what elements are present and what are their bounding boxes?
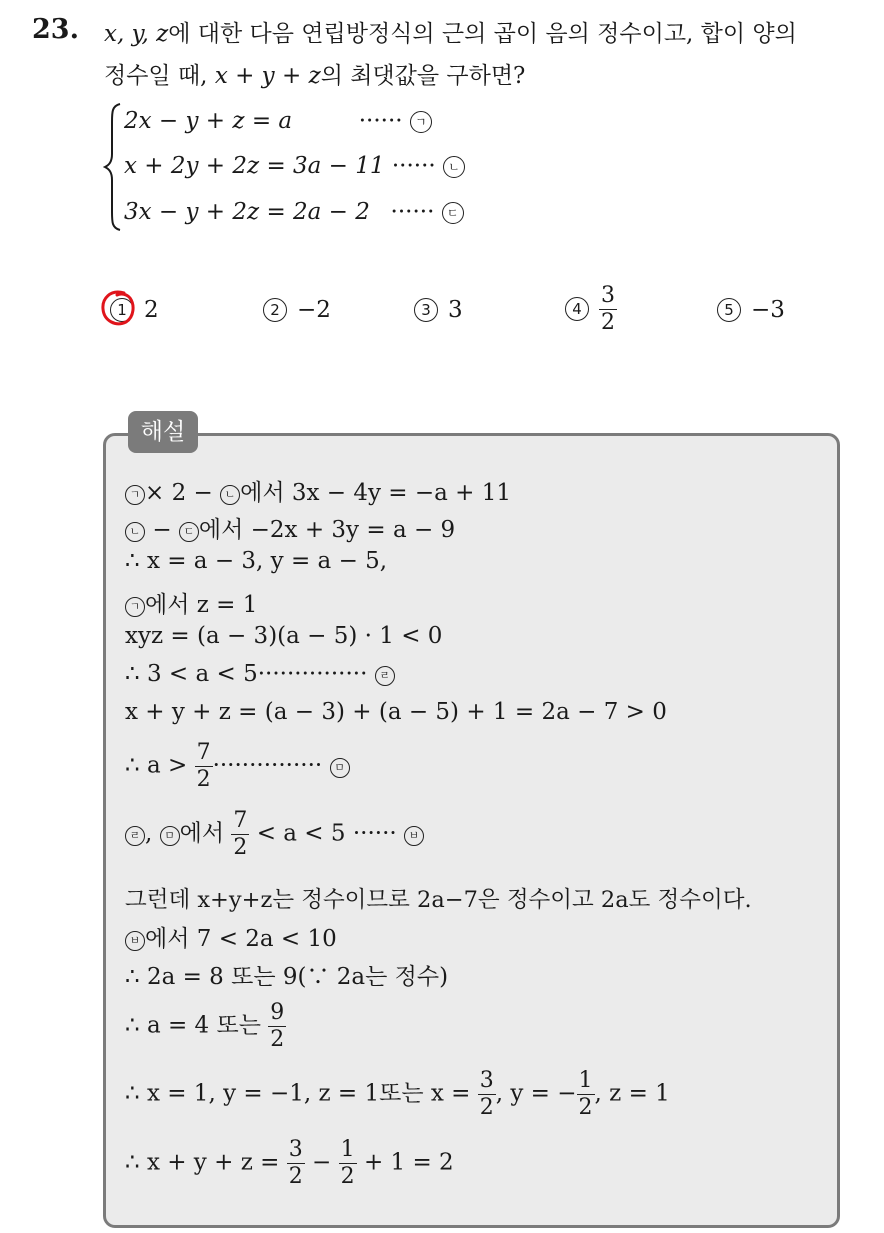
choice-3[interactable] <box>414 297 463 323</box>
equation-row-3 <box>124 199 464 225</box>
choice-2[interactable] <box>263 297 331 323</box>
solution-line-2: ㄴ − ㄷ 에서 −2x + 3y = a − 9 <box>125 511 455 544</box>
choice-4[interactable] <box>565 283 617 336</box>
solution-line-6: ∴ 3 < a < 5··············· ㄹ <box>125 661 395 687</box>
circled-digeut-icon: ㄷ <box>442 202 464 224</box>
solution-line-1: ㄱ × 2 − ㄴ 에서 3x − 4y = −a + 11 <box>125 474 511 507</box>
solution-line-13: ∴ a = 4 또는 $\frac{9}{2}$ <box>125 1000 285 1052</box>
equation-2: x + 2y + 2z = 3a − 11 <box>124 153 385 179</box>
solution-line-15: ∴ x + y + z = $\frac{3}{2}$ − $\frac{1}{2}$ + 1 = 2 <box>125 1137 454 1189</box>
solution-line-10: 그런데 x+y+z는 정수이므로 2a−7은 정수이고 2a도 정수이다. <box>125 887 752 913</box>
red-circle-mark-icon <box>100 289 136 329</box>
question-text-1: 에 대한 다음 연립방정식의 근의 곱이 음의 정수이고, 합이 양의 <box>168 21 797 47</box>
choice-fraction: $\frac{3}{2}$ <box>601 283 615 335</box>
choice-number-icon: 2 <box>263 298 287 322</box>
equation-dots: ······ <box>390 199 435 225</box>
question-variables: x, y, z <box>104 21 169 47</box>
circled-mieum-icon: ㅁ <box>160 826 180 846</box>
question-text-2a: 정수일 때, <box>104 63 208 89</box>
equation-dots: ······ <box>391 153 436 179</box>
equation-1: 2x − y + z = a <box>124 108 293 134</box>
left-brace-icon <box>103 102 123 232</box>
question-line-1 <box>104 15 797 48</box>
circled-mieum-icon: ㅁ <box>330 758 350 778</box>
equation-3: 3x − y + 2z = 2a − 2 <box>124 199 370 225</box>
equation-dots: ······ <box>358 108 403 134</box>
solution-line-5: xyz = (a − 3)(a − 5) · 1 < 0 <box>125 623 443 649</box>
solution-line-11: ㅂ 에서 7 < 2a < 10 <box>125 920 337 953</box>
circled-giyeok-icon: ㄱ <box>410 111 432 133</box>
equation-row-2 <box>124 153 465 179</box>
circled-giyeok-icon: ㄱ <box>125 597 145 617</box>
question-number: 23. <box>32 14 79 45</box>
question-text-2b: 의 최댓값을 구하면? <box>320 63 526 89</box>
circled-nieun-icon: ㄴ <box>125 522 145 542</box>
choice-number-icon: 5 <box>717 298 741 322</box>
circled-bieup-icon: ㅂ <box>125 931 145 951</box>
choice-value: 3 <box>448 297 463 323</box>
circled-bieup-icon: ㅂ <box>404 826 424 846</box>
question-expression: x + y + z <box>214 63 321 89</box>
solution-line-3: ∴ x = a − 3, y = a − 5, <box>125 548 388 574</box>
solution-line-14: ∴ x = 1, y = −1, z = 1또는 x = $\frac{3}{2}$ , y = − $\frac{1}{2}$ , z = 1 <box>125 1068 670 1120</box>
solution-line-4: ㄱ 에서 z = 1 <box>125 586 257 619</box>
question-line-2 <box>104 57 525 90</box>
solution-line-8: ∴ a > $\frac{7}{2}$ ··············· ㅁ <box>125 740 350 793</box>
solution-tab-label: 해설 <box>128 411 198 453</box>
choice-value: −2 <box>297 297 331 323</box>
choice-number-icon: 3 <box>414 298 438 322</box>
circled-rieul-icon: ㄹ <box>375 666 395 686</box>
circled-giyeok-icon: ㄱ <box>125 485 145 505</box>
circled-nieun-icon: ㄴ <box>220 485 240 505</box>
circled-rieul-icon: ㄹ <box>125 826 145 846</box>
choice-value: −3 <box>751 297 785 323</box>
solution-line-12: ∴ 2a = 8 또는 9(∵ 2a는 정수) <box>125 964 449 990</box>
circled-digeut-icon: ㄷ <box>179 522 199 542</box>
choice-5[interactable] <box>717 297 785 323</box>
equation-row-1 <box>124 108 432 134</box>
solution-line-7: x + y + z = (a − 3) + (a − 5) + 1 = 2a − 7 > 0 <box>125 699 667 725</box>
choice-number-icon: 1 <box>110 298 134 322</box>
solution-line-9: ㄹ , ㅁ 에서 $\frac{7}{2}$ < a < 5 ······ ㅂ <box>125 808 424 861</box>
choice-number-icon: 4 <box>565 297 589 321</box>
choice-value: 2 <box>144 297 159 323</box>
circled-nieun-icon: ㄴ <box>443 156 465 178</box>
